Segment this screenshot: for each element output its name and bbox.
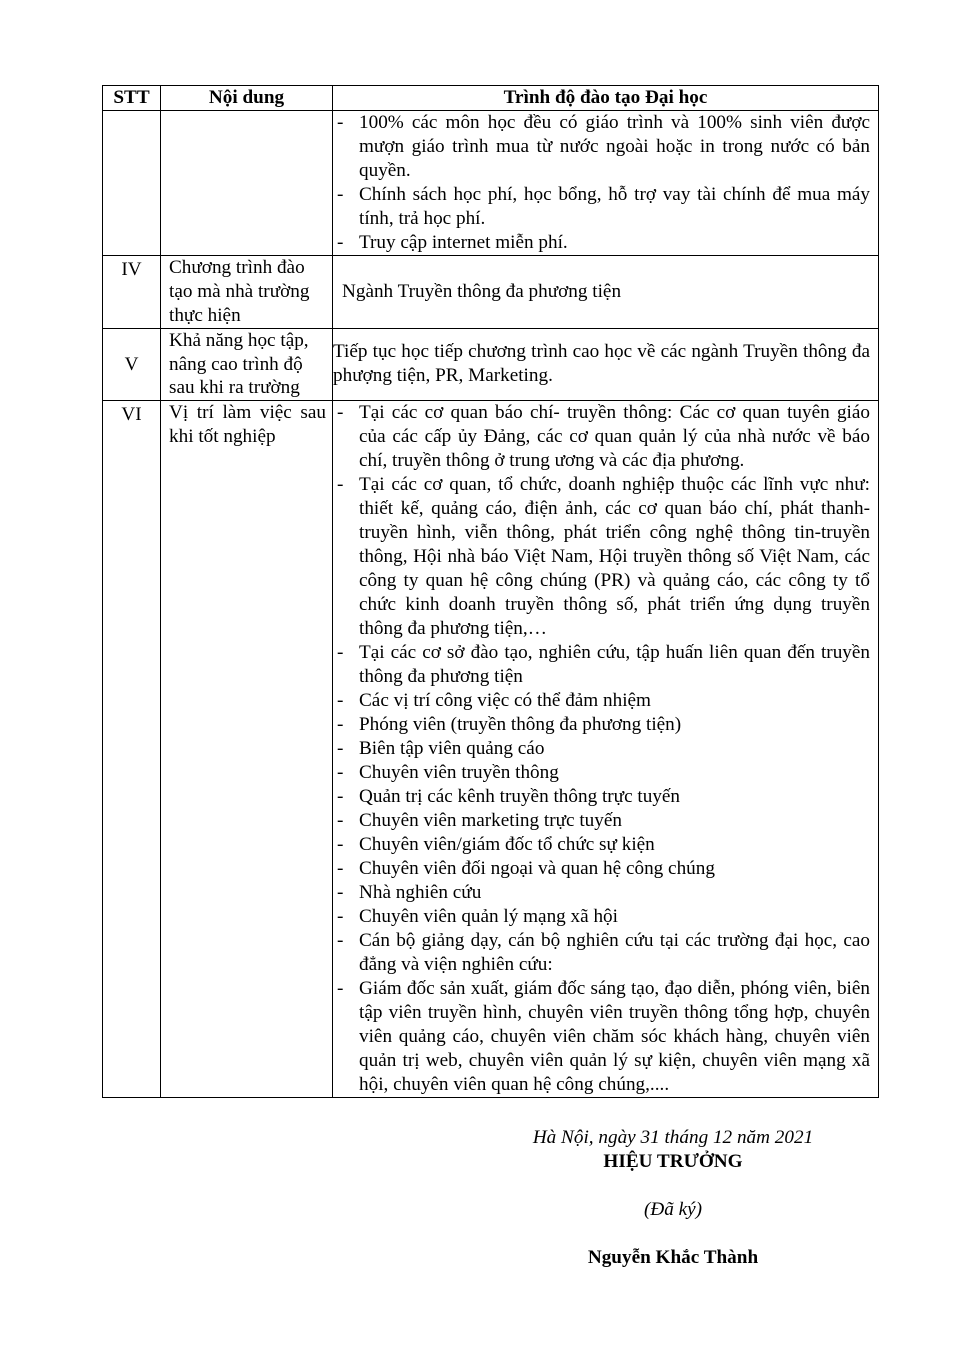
career-list bbox=[333, 401, 878, 1097]
list-item: - Cán bộ giảng dạy, cán bộ nghiên cứu tại các trường đại học, cao đẳng và viện nghiên cứu: bbox=[337, 929, 870, 975]
header-noi-dung: Nội dung bbox=[161, 86, 333, 111]
table-row-v bbox=[103, 329, 879, 401]
list-item: - Chuyên viên truyền thông bbox=[337, 761, 559, 783]
table-row-vi bbox=[103, 400, 879, 1097]
bullet-dash: - bbox=[337, 833, 344, 855]
further-study-text: Tiếp tục học tiếp chương trình cao học về các ngành Truyền thông đa phượng tiện, PR, Marketing. bbox=[333, 341, 870, 387]
signature-signed-note: (Đã ký) bbox=[643, 1199, 703, 1220]
value-cell bbox=[333, 400, 879, 1097]
value-cell bbox=[333, 256, 879, 329]
content-cell: Chương trình đào tạo mà nhà trường thực hiện bbox=[161, 256, 333, 329]
bullet-dash: - bbox=[337, 473, 344, 495]
bullet-dash: - bbox=[337, 977, 344, 999]
content-cell-empty bbox=[161, 111, 333, 256]
list-item: - Tại các cơ quan, tổ chức, doanh nghiệp thuộc các lĩnh vực như: thiết kế, quảng cáo, điện ảnh, các cơ quan báo chí, phát thanh-truyền hình, viễn thông, phát triển công nghệ thông tin-truyền thông, Hội nhà báo Việt Nam, Hội truyền thông số Việt Nam, các công ty quan hệ công chúng (PR) và quảng cáo, các công ty tổ chức kinh doanh truyền thông số, phát triển ứng dụng truyền thông đa phương tiện,… bbox=[337, 473, 870, 639]
list-item: - Tại các cơ quan báo chí- truyền thông: Các cơ quan tuyên giáo của các cấp ủy Đảng, các cơ quan quản lý của nhà nước về báo chí, truyền thông ở trung ương và các địa phương. bbox=[337, 401, 870, 471]
bullet-dash: - bbox=[337, 713, 344, 735]
list-item: - Nhà nghiên cứu bbox=[337, 881, 482, 903]
content-cell: Vị trí làm việc sau khi tốt nghiệp bbox=[161, 400, 333, 1097]
list-item: - Các vị trí công việc có thể đảm nhiệm bbox=[337, 689, 651, 711]
list-item: - Truy cập internet miễn phí. bbox=[337, 232, 568, 253]
bullet-dash: - bbox=[337, 761, 344, 783]
list-item: - Tại các cơ sở đào tạo, nghiên cứu, tập huấn liên quan đến truyền thông đa phương tiện bbox=[337, 641, 870, 687]
table-row-iv bbox=[103, 256, 879, 329]
header-trinh-do: Trình độ đào tạo Đại học bbox=[333, 86, 879, 111]
bullet-dash: - bbox=[337, 785, 344, 807]
bullet-dash: - bbox=[337, 881, 344, 903]
bullet-dash: - bbox=[337, 401, 344, 423]
training-info-table bbox=[102, 85, 879, 1098]
bullet-dash: - bbox=[337, 737, 344, 759]
bullet-dash: - bbox=[337, 641, 344, 663]
program-name: Ngành Truyền thông đa phương tiện bbox=[342, 281, 622, 302]
list-item: - Chuyên viên quản lý mạng xã hội bbox=[337, 905, 618, 927]
stt-cell: IV bbox=[103, 256, 161, 329]
list-item: - Giám đốc sản xuất, giám đốc sáng tạo, đạo diễn, phóng viên, biên tập viên truyền hình, chuyên viên truyền thông tổng hợp, chuyên viên quảng cáo, chuyên viên chăm sóc khách hàng, chuyên viên quản trị web, chuyên viên quản lý sự kiện, chuyên viên mạng xã hội, chuyên viên quan hệ công chúng,.... bbox=[337, 977, 870, 1095]
value-cell bbox=[333, 329, 879, 401]
bullet-dash: - bbox=[337, 184, 344, 205]
value-cell bbox=[333, 111, 879, 256]
bullet-dash: - bbox=[337, 689, 344, 711]
table-header-row bbox=[103, 86, 879, 111]
list-item: - 100% các môn học đều có giáo trình và 100% sinh viên được mượn giáo trình mua từ nước ngoài hoặc in trong nước có bản quyền. bbox=[337, 112, 870, 181]
signer-name: Nguyễn Khắc Thành bbox=[587, 1247, 759, 1268]
list-item: - Chuyên viên/giám đốc tổ chức sự kiện bbox=[337, 833, 655, 855]
list-item: - Biên tập viên quảng cáo bbox=[337, 737, 545, 759]
header-stt: STT bbox=[103, 86, 161, 111]
stt-cell: VI bbox=[103, 400, 161, 1097]
bullet-dash: - bbox=[337, 112, 344, 133]
table-row-continued bbox=[103, 111, 879, 256]
signature-date: Hà Nội, ngày 31 tháng 12 năm 2021 bbox=[532, 1127, 814, 1148]
list-item: - Quản trị các kênh truyền thông trực tuyến bbox=[337, 785, 681, 807]
list-item: - Chuyên viên marketing trực tuyến bbox=[337, 809, 622, 831]
list-item: - Chuyên viên đối ngoại và quan hệ công chúng bbox=[337, 857, 715, 879]
content-cell: Khả năng học tập, nâng cao trình độ sau khi ra trường bbox=[161, 329, 333, 401]
signature-title: HIỆU TRƯỞNG bbox=[603, 1151, 743, 1172]
bullet-dash: - bbox=[337, 905, 344, 927]
list-item: - Phóng viên (truyền thông đa phương tiện) bbox=[337, 713, 682, 735]
bullet-dash: - bbox=[337, 929, 344, 951]
stt-cell: V bbox=[103, 329, 161, 401]
facility-list bbox=[333, 111, 878, 255]
stt-cell-empty bbox=[103, 111, 161, 256]
list-item: - Chính sách học phí, học bổng, hỗ trợ vay tài chính để mua máy tính, trả học phí. bbox=[337, 184, 870, 229]
bullet-dash: - bbox=[337, 857, 344, 879]
bullet-dash: - bbox=[337, 232, 344, 253]
bullet-dash: - bbox=[337, 809, 344, 831]
